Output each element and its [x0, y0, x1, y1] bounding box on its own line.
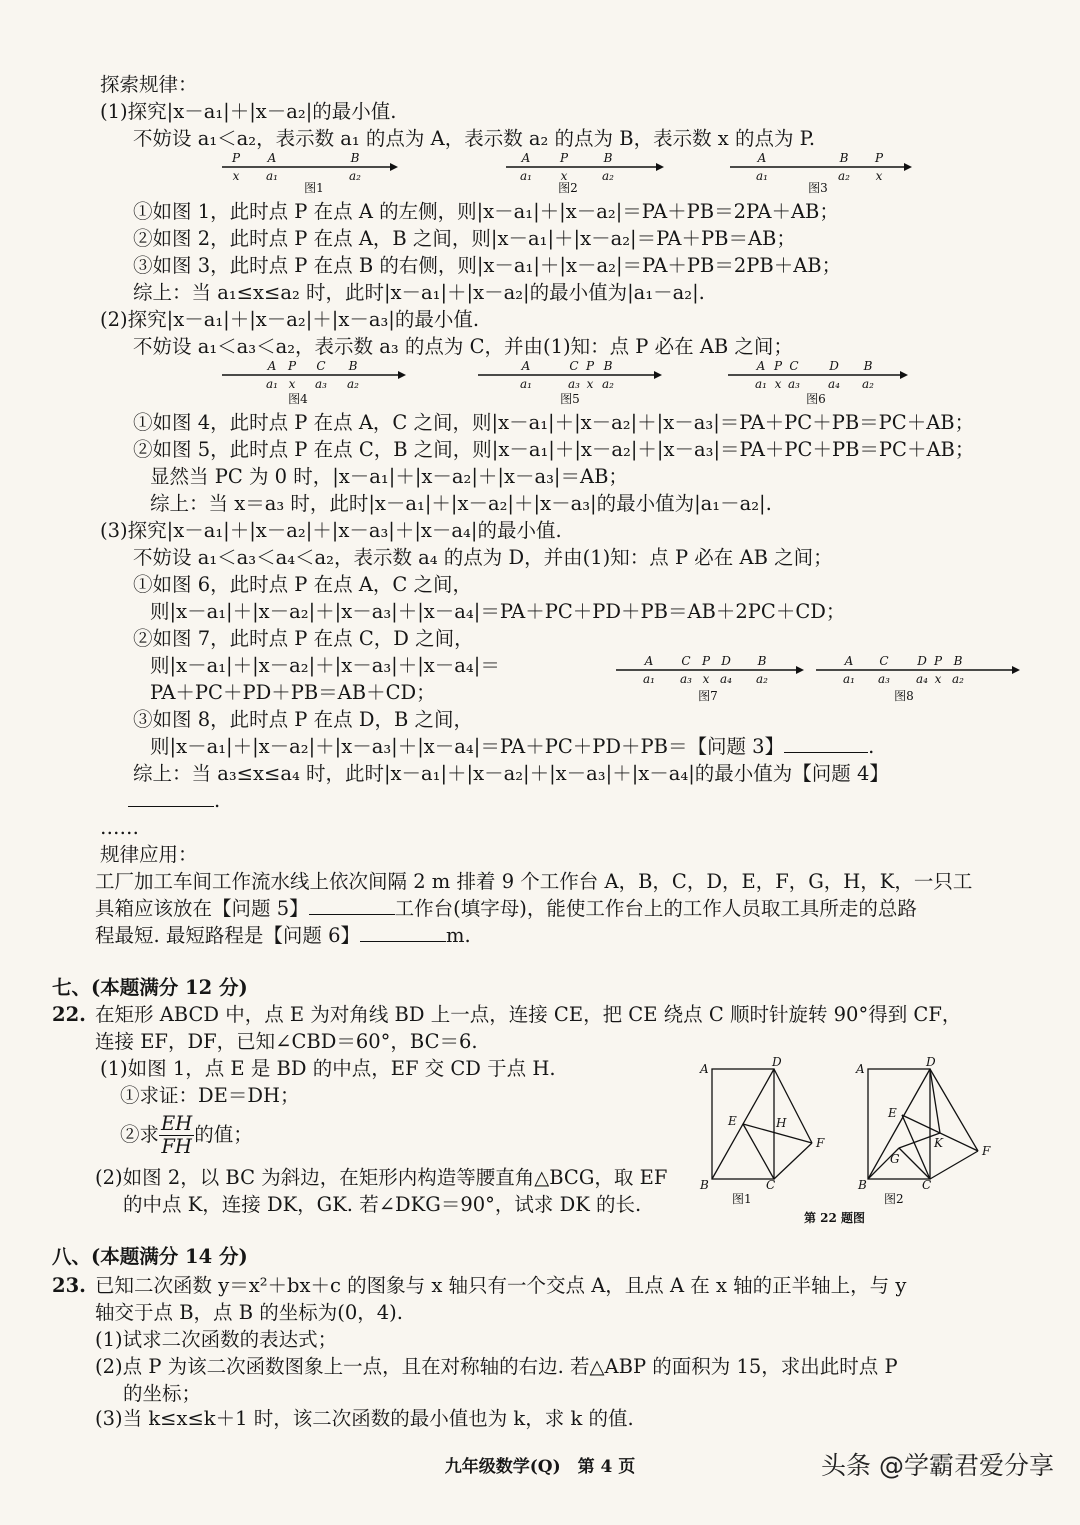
geo1-label-a: A — [700, 1062, 709, 1076]
geo1-label-f: F — [816, 1136, 825, 1150]
part3-case2-eq: 则|x－a₁|＋|x－a₂|＋|x－a₃|＋|x－a₄|＝ — [150, 654, 500, 677]
part3-title: (3)探究|x－a₁|＋|x－a₂|＋|x－a₃|＋|x－a₄|的最小值. — [100, 519, 562, 542]
explore-heading: 探索规律： — [100, 73, 198, 96]
part2-intro: 不妨设 a₁＜a₃＜a₂，表示数 a₃ 的点为 C，并由(1)知：点 P 必在 AB 之间； — [133, 335, 793, 358]
answer-blank-q3[interactable] — [784, 734, 868, 753]
fig8-label-d: D — [917, 654, 927, 668]
fig4-label-c: C — [316, 359, 326, 373]
geo-figure-2-labels — [855, 1055, 991, 1206]
fig5-label-a: A — [521, 359, 531, 373]
answer-blank-q6[interactable] — [360, 923, 446, 942]
fraction-numerator: EH — [161, 1112, 193, 1135]
fig6-label-c: C — [789, 359, 799, 373]
geo2-label-k: K — [934, 1136, 943, 1150]
fig8-sub-a4: a₄ — [916, 672, 928, 686]
part3-case2: ②如图 7，此时点 P 在点 C，D 之间， — [133, 627, 474, 650]
fig3-label-b: B — [839, 151, 849, 165]
part2-case2: ②如图 5，此时点 P 在点 C，B 之间，则|x－a₁|＋|x－a₂|＋|x－a₃|＝PA＋PC＋PB＝PC＋AB； — [133, 438, 975, 461]
apply-line1: 工厂加工车间工作流水线上依次间隔 2 m 排着 9 个工作台 A，B，C，D，E，F，G，H，K，一只工 — [95, 870, 973, 893]
answer-blank-q4[interactable] — [128, 788, 214, 807]
fig5-sub-a3: a₃ — [568, 377, 580, 391]
geo-figure-1 — [712, 1069, 812, 1179]
fig8-label-b: B — [953, 654, 963, 668]
fig2-sub-a2: a₂ — [602, 169, 614, 183]
q22-part2-line1: (2)如图 2，以 BC 为斜边，在矩形内构造等腰直角△BCG，取 EF — [95, 1166, 668, 1189]
fig2-sub-x: x — [560, 169, 568, 183]
fraction-eh-fh — [159, 1113, 194, 1158]
apply-line3a: 程最短. 最短路程是【问题 6】 — [95, 924, 361, 947]
fig8-sub-a1: a₁ — [843, 672, 855, 686]
q22-part1a: ①求证：DE＝DH； — [120, 1084, 300, 1107]
fig5-sub-x: x — [586, 377, 594, 391]
geo2-label-a: A — [856, 1062, 865, 1076]
fig8-label-a: A — [844, 654, 854, 668]
watermark: 头条 @学霸君爱分享 — [821, 1451, 1054, 1480]
fig6-caption: 图6 — [806, 392, 826, 406]
period: . — [214, 789, 221, 812]
number-line-figures-1-3 — [210, 150, 920, 194]
fig4-label-p: P — [287, 359, 297, 373]
apply-line2 — [95, 896, 917, 922]
fig8-sub-a2: a₂ — [952, 672, 964, 686]
apply-line3b: m. — [446, 924, 471, 947]
fig7-caption: 图7 — [698, 689, 718, 703]
fig7-label-a: A — [644, 654, 654, 668]
fig8-number-line — [816, 654, 1020, 703]
part3-case2-eq2: PA＋PC＋PD＋PB＝AB＋CD； — [150, 681, 436, 704]
geo2-caption: 图2 — [884, 1192, 904, 1206]
part3-case3: ③如图 8，此时点 P 在点 D，B 之间， — [133, 708, 473, 731]
part2-case1: ①如图 4，此时点 P 在点 A，C 之间，则|x－a₁|＋|x－a₂|＋|x－a₃|＝PA＋PC＋PB＝PC＋AB； — [133, 411, 975, 434]
fig3-label-p: P — [874, 151, 884, 165]
fig6-label-a: A — [756, 359, 766, 373]
fig2-sub-a1: a₁ — [520, 169, 532, 183]
q22-part1b-post: 的值； — [194, 1123, 253, 1146]
fig2-label-a: A — [521, 151, 531, 165]
fig4-number-line — [222, 359, 406, 406]
q22-line2: 连接 EF，DF，已知∠CBD＝60°，BC＝6. — [95, 1030, 478, 1053]
q22-part1b — [120, 1113, 253, 1158]
fig6-sub-x: x — [774, 377, 782, 391]
page-footer: 九年级数学(Q) 第 4 页 — [444, 1457, 636, 1477]
fig6-sub-a1: a₁ — [755, 377, 767, 391]
fig2-label-p: P — [559, 151, 569, 165]
fig2-label-b: B — [603, 151, 613, 165]
fig6-label-d: D — [829, 359, 839, 373]
part3-summary: 综上：当 a₃≤x≤a₄ 时，此时|x－a₁|＋|x－a₂|＋|x－a₃|＋|x－a₄|的最小值为【问题 4】 — [133, 762, 889, 785]
fig6-number-line — [728, 359, 908, 406]
fig2-number-line — [506, 151, 664, 194]
geo-figure-2 — [868, 1069, 978, 1179]
q23-number: 23. — [52, 1274, 86, 1297]
part3-case1-eq: 则|x－a₁|＋|x－a₂|＋|x－a₃|＋|x－a₄|＝PA＋PC＋PD＋PB＝AB＋2PC＋CD； — [150, 600, 846, 623]
fig5-sub-a2: a₂ — [602, 377, 614, 391]
part3-intro: 不妨设 a₁＜a₃＜a₄＜a₂，表示数 a₄ 的点为 D，并由(1)知：点 P 必在 AB 之间； — [133, 546, 833, 569]
fig6-sub-a3: a₃ — [788, 377, 800, 391]
fig8-label-c: C — [879, 654, 889, 668]
fig7-sub-a1: a₁ — [643, 672, 655, 686]
q23-line2: 轴交于点 B，点 B 的坐标为(0，4). — [95, 1301, 403, 1324]
fig4-label-a: A — [267, 359, 277, 373]
number-line-figures-4-6 — [210, 357, 920, 407]
fig7-number-line — [616, 654, 804, 703]
part1-summary: 综上：当 a₁≤x≤a₂ 时，此时|x－a₁|＋|x－a₂|的最小值为|a₁－a₂|. — [133, 281, 705, 304]
apply-line2a: 具箱应该放在【问题 5】 — [95, 897, 309, 920]
fig5-sub-a1: a₁ — [520, 377, 532, 391]
apply-line3 — [95, 923, 471, 949]
fig3-sub-x: x — [875, 169, 883, 183]
fig5-label-b: B — [603, 359, 613, 373]
geo2-label-g: G — [890, 1152, 900, 1166]
fig3-number-line — [730, 151, 912, 194]
q22-part2-line2: 的中点 K，连接 DK，GK. 若∠DKG＝90°，试求 DK 的长. — [123, 1193, 642, 1216]
geo1-caption: 图1 — [732, 1192, 752, 1206]
fraction-denominator: FH — [161, 1135, 192, 1158]
part2-summary: 综上：当 x＝a₃ 时，此时|x－a₁|＋|x－a₂|＋|x－a₃|的最小值为|a₁－a₂|. — [150, 492, 772, 515]
fig1-sub-x: x — [232, 169, 240, 183]
q23-part3: (3)当 k≤x≤k＋1 时，该二次函数的最小值也为 k，求 k 的值. — [95, 1407, 634, 1430]
fig7-label-p: P — [701, 654, 711, 668]
part1-title: (1)探究|x－a₁|＋|x－a₂|的最小值. — [100, 100, 397, 123]
q22-geometry-figures — [698, 1055, 998, 1227]
fig3-caption: 图3 — [808, 181, 828, 194]
fig4-label-b: B — [348, 359, 358, 373]
fig1-label-p: P — [231, 151, 241, 165]
fig1-sub-a1: a₁ — [266, 169, 278, 183]
part2-note: 显然当 PC 为 0 时，|x－a₁|＋|x－a₂|＋|x－a₃|＝AB； — [150, 465, 628, 488]
section7-heading: 七、(本题满分 12 分) — [52, 976, 248, 999]
fig1-label-a: A — [267, 151, 277, 165]
q22-number: 22. — [52, 1003, 86, 1026]
q22-part1b-pre: ②求 — [120, 1123, 160, 1146]
fig5-label-p: P — [585, 359, 595, 373]
part3-case1: ①如图 6，此时点 P 在点 A，C 之间， — [133, 573, 473, 596]
geo2-label-f: F — [982, 1144, 991, 1158]
geo1-label-c: C — [766, 1178, 776, 1192]
fig1-number-line — [222, 151, 398, 194]
fig2-caption: 图2 — [558, 181, 578, 194]
geo1-label-h: H — [776, 1116, 787, 1130]
fig5-caption: 图5 — [560, 392, 580, 406]
apply-heading: 规律应用： — [100, 843, 198, 866]
part1-intro: 不妨设 a₁＜a₂，表示数 a₁ 的点为 A，表示数 a₂ 的点为 B，表示数 x 的点为 P. — [133, 127, 816, 150]
geo2-label-b: B — [858, 1178, 867, 1192]
geo2-label-e: E — [888, 1106, 897, 1120]
fig3-label-a: A — [757, 151, 767, 165]
fig4-sub-a1: a₁ — [266, 377, 278, 391]
answer-blank-q4-line — [128, 788, 220, 814]
fig1-sub-a2: a₂ — [349, 169, 361, 183]
number-line-figures-7-8 — [612, 650, 1032, 706]
q22-line1: 在矩形 ABCD 中，点 E 为对角线 BD 上一点，连接 CE，把 CE 绕点 C 顺时针旋转 90°得到 CF， — [95, 1003, 962, 1026]
geo1-label-d: D — [772, 1055, 782, 1069]
fig8-label-p: P — [933, 654, 943, 668]
fig7-label-c: C — [681, 654, 691, 668]
apply-line2b: 工作台(填字母)，能使工作台上的工作人员取工具所走的总路 — [394, 897, 917, 920]
section8-heading: 八、(本题满分 14 分) — [52, 1245, 248, 1268]
part2-title: (2)探究|x－a₁|＋|x－a₂|＋|x－a₃|的最小值. — [100, 308, 480, 331]
q22-figure-caption: 第 22 题图 — [804, 1211, 866, 1225]
fig6-sub-a2: a₂ — [862, 377, 874, 391]
part3-case3-eq-line — [150, 734, 874, 760]
fig7-label-b: B — [757, 654, 767, 668]
part1-case3: ③如图 3，此时点 P 在点 B 的右侧，则|x－a₁|＋|x－a₂|＝PA＋PB＝2PB＋AB； — [133, 254, 842, 277]
fig4-sub-a2: a₂ — [347, 377, 359, 391]
fig7-sub-a2: a₂ — [756, 672, 768, 686]
fig3-sub-a2: a₂ — [838, 169, 850, 183]
q23-part1: (1)试求二次函数的表达式； — [95, 1328, 338, 1351]
fig7-sub-a3: a₃ — [680, 672, 692, 686]
fig1-label-b: B — [350, 151, 360, 165]
fig6-label-b: B — [863, 359, 873, 373]
part3-case3-eq: 则|x－a₁|＋|x－a₂|＋|x－a₃|＋|x－a₄|＝PA＋PC＋PD＋PB＝【问题 3】 — [150, 735, 785, 758]
fig8-caption: 图8 — [894, 689, 914, 703]
part1-case2: ②如图 2，此时点 P 在点 A，B 之间，则|x－a₁|＋|x－a₂|＝PA＋PB＝AB； — [133, 227, 796, 250]
fig8-sub-a3: a₃ — [878, 672, 890, 686]
fig7-sub-x: x — [702, 672, 710, 686]
part1-case1: ①如图 1，此时点 P 在点 A 的左侧，则|x－a₁|＋|x－a₂|＝PA＋PB＝2PA＋AB； — [133, 200, 839, 223]
q23-part2-line2: 的坐标； — [123, 1382, 202, 1405]
fig6-label-p: P — [773, 359, 783, 373]
period: . — [868, 735, 875, 758]
fig5-label-c: C — [569, 359, 579, 373]
fig4-sub-x: x — [288, 377, 296, 391]
ellipsis: …… — [100, 816, 139, 839]
q22-part1: (1)如图 1，点 E 是 BD 的中点，EF 交 CD 于点 H. — [100, 1057, 556, 1080]
answer-blank-q5[interactable] — [309, 896, 395, 915]
fig4-sub-a3: a₃ — [315, 377, 327, 391]
fig7-label-d: D — [721, 654, 731, 668]
geo1-label-e: E — [728, 1114, 737, 1128]
geo2-label-c: C — [922, 1178, 932, 1192]
geo1-label-b: B — [700, 1178, 709, 1192]
fig5-number-line — [478, 359, 662, 406]
fig1-caption: 图1 — [304, 181, 324, 194]
fig6-sub-a4: a₄ — [828, 377, 840, 391]
fig7-sub-a4: a₄ — [720, 672, 732, 686]
q23-part2-line1: (2)点 P 为该二次函数图象上一点，且在对称轴的右边. 若△ABP 的面积为 15，求出此时点 P — [95, 1355, 898, 1378]
fig4-caption: 图4 — [288, 392, 308, 406]
q23-line1: 已知二次函数 y＝x²＋bx＋c 的图象与 x 轴只有一个交点 A，且点 A 在 x 轴的正半轴上，与 y — [95, 1274, 907, 1297]
fig8-sub-x: x — [934, 672, 942, 686]
geo2-label-d: D — [926, 1055, 936, 1069]
fig3-sub-a1: a₁ — [756, 169, 768, 183]
